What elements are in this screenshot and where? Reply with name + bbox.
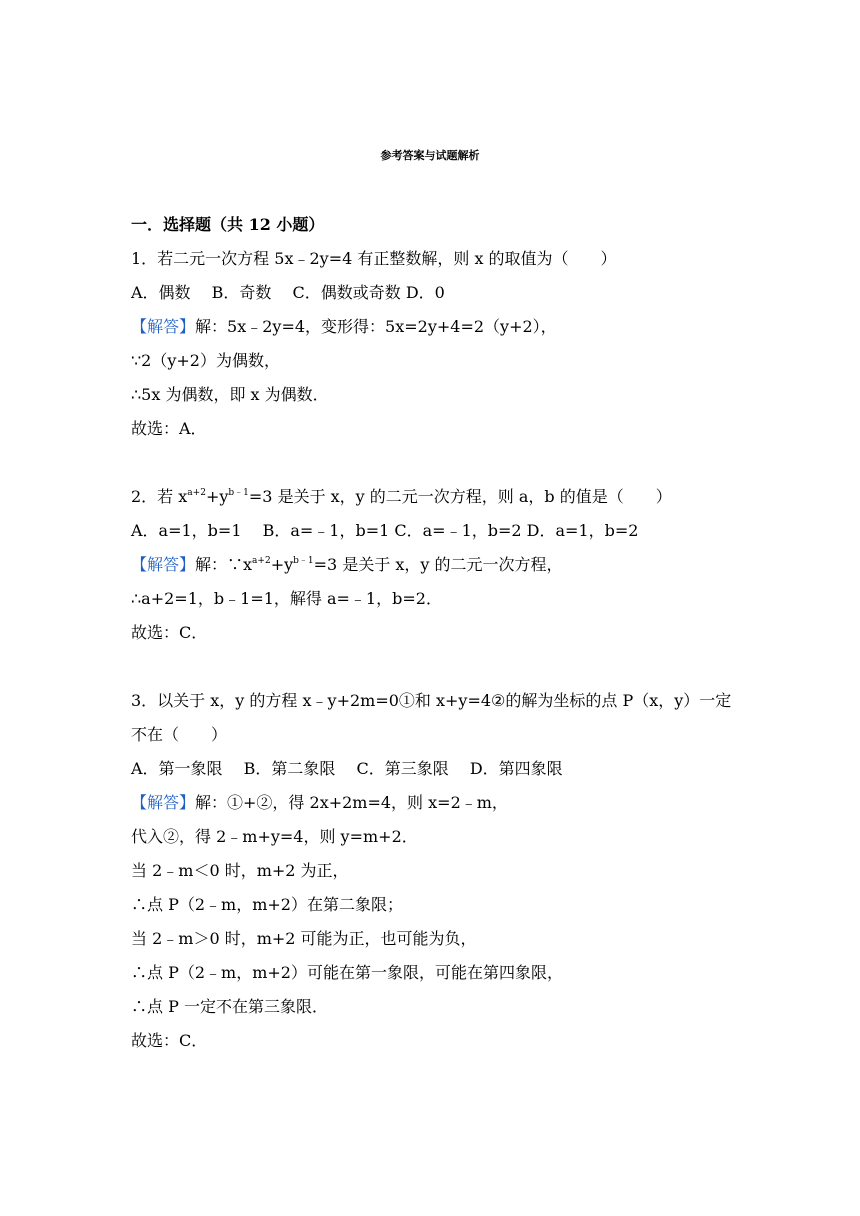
question-3-stem-line-2: 不在（ ）	[131, 725, 228, 744]
question-3-stem-line-1: 3．以关于 x，y 的方程 x﹣y+2m=0①和 x+y=4②的解为坐标的点 P（x，y）一定	[131, 691, 732, 710]
answer-tag: 【解答】	[131, 317, 196, 336]
question-3-solution-line-3: 当 2﹣m＜0 时，m+2 为正，	[131, 861, 349, 880]
solution-part: +y	[270, 555, 294, 574]
question-3-options: A．第一象限 B．第二象限 C．第三象限 D．第四象限	[131, 759, 563, 778]
answer-tag: 【解答】	[131, 793, 196, 812]
question-2-solution-line-1	[131, 548, 741, 582]
question-3-solution-line-4: ∴点 P（2﹣m，m+2）在第二象限；	[131, 895, 403, 914]
question-1-options: A．偶数 B．奇数 C．偶数或奇数 D．0	[131, 283, 445, 302]
exponent: a+2	[187, 488, 206, 498]
exponent: b﹣1	[293, 556, 314, 566]
question-1-stem: 1．若二元一次方程 5x﹣2y=4 有正整数解，则 x 的取值为（ ）	[131, 249, 617, 268]
question-1-solution-line-2: ∵2（y+2）为偶数，	[131, 351, 280, 370]
stem-part: +y	[205, 487, 229, 506]
question-3-choice: 故选：C．	[131, 1031, 208, 1050]
question-1-solution-line-3: ∴5x 为偶数，即 x 为偶数．	[131, 385, 329, 404]
stem-part: 2．若 x	[131, 487, 188, 506]
solution-text: 解：①+②，得 2x+2m=4，则 x=2﹣m，	[195, 793, 508, 812]
spacer	[131, 650, 741, 684]
solution-part: =3 是关于 x，y 的二元一次方程，	[313, 555, 563, 574]
question-1-solution-line-1	[131, 310, 741, 344]
solution-part: 解：∵x	[195, 555, 253, 574]
section-title: 一．选择题（共 12 小题）	[131, 215, 325, 234]
question-3-solution-line-2: 代入②，得 2﹣m+y=4，则 y=m+2．	[131, 827, 418, 846]
question-2-stem	[131, 480, 741, 514]
exponent: b﹣1	[228, 488, 249, 498]
question-1	[131, 242, 741, 446]
question-3-solution-line-7: ∴点 P 一定不在第三象限．	[131, 997, 328, 1016]
question-3-solution-line-6: ∴点 P（2﹣m，m+2）可能在第一象限，可能在第四象限，	[131, 963, 563, 982]
question-2	[131, 480, 741, 650]
answer-tag: 【解答】	[131, 555, 196, 574]
spacer	[131, 446, 741, 480]
question-2-solution-line-2: ∴a+2=1，b﹣1=1，解得 a=﹣1，b=2．	[131, 589, 442, 608]
solution-text: 解：5x﹣2y=4，变形得：5x=2y+4=2（y+2），	[195, 317, 557, 336]
question-3-solution-line-5: 当 2﹣m＞0 时，m+2 可能为正，也可能为负，	[131, 929, 477, 948]
question-3	[131, 684, 741, 1058]
question-3-solution-line-1	[131, 786, 741, 820]
document-content	[131, 210, 741, 1058]
exponent: a+2	[252, 556, 271, 566]
stem-part: =3 是关于 x，y 的二元一次方程，则 a，b 的值是（ ）	[248, 487, 672, 506]
question-2-options: A．a=1，b=1 B．a=﹣1，b=1 C．a=﹣1，b=2 D．a=1，b=2	[131, 521, 639, 540]
question-2-choice: 故选：C．	[131, 623, 208, 642]
document-title: 参考答案与试题解析	[380, 149, 480, 162]
question-1-choice: 故选：A．	[131, 419, 207, 438]
